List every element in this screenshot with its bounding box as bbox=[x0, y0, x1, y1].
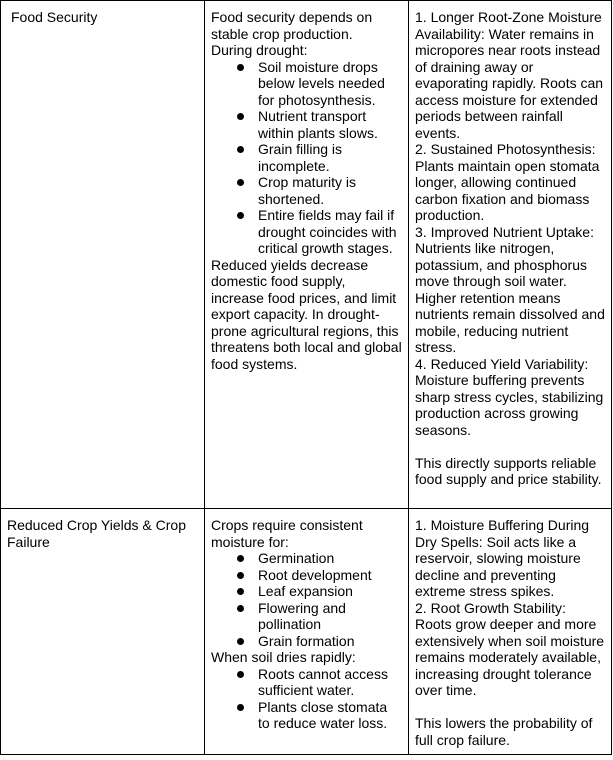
list-item-text: Crop maturity is shortened. bbox=[258, 174, 357, 207]
bullet-icon bbox=[237, 179, 244, 186]
bullet-icon bbox=[237, 555, 244, 562]
benefit-item: 2. Root Growth Stability: Roots grow deeper and more extensively when soil moisture remains moderately available, increasing drought tolerance over time. bbox=[415, 599, 605, 698]
list-item bbox=[258, 174, 402, 207]
benefit-item: 4. Reduced Yield Variability: Moisture buffering prevents sharp stress cycles, stabilizing production across growing seasons. bbox=[415, 355, 604, 438]
table-row bbox=[1, 509, 612, 755]
table-row bbox=[1, 1, 612, 509]
benefit-item: 1. Moisture Buffering During Dry Spells: Soil acts like a reservoir, slowing moisture decline and preventing extreme stress spikes. bbox=[415, 517, 590, 599]
bullet-icon bbox=[237, 572, 244, 579]
list-item-text: Grain filling is incomplete. bbox=[258, 141, 343, 174]
impact-bullet-list bbox=[211, 550, 402, 649]
blank-line bbox=[415, 438, 605, 455]
bullet-icon bbox=[237, 64, 244, 71]
list-item bbox=[258, 550, 402, 567]
impact-bullet-list bbox=[211, 666, 402, 732]
list-item bbox=[258, 633, 402, 650]
list-item bbox=[258, 600, 402, 633]
list-item bbox=[258, 108, 402, 141]
list-item bbox=[258, 666, 402, 699]
impact-cell bbox=[205, 1, 409, 509]
list-item-text: Plants close stomata to reduce water loss. bbox=[258, 698, 388, 731]
list-item-text: Entire fields may fail if drought coincides with critical growth stages. bbox=[258, 207, 397, 256]
benefit-item: 1. Longer Root-Zone Moisture Availability: Water remains in micropores near roots instead of draining away or evaporating rapidly. Roots can access moisture for extended periods between rainfall events. bbox=[415, 9, 604, 141]
bullet-icon bbox=[237, 704, 244, 711]
bullet-icon bbox=[237, 146, 244, 153]
list-item bbox=[258, 567, 402, 584]
impact-bullet-list bbox=[211, 59, 402, 257]
list-item-text: Leaf expansion bbox=[258, 583, 353, 599]
benefit-item: 3. Improved Nutrient Uptake: Nutrients like nitrogen, potassium, and phosphorus move through soil water. Higher retention means nutrients remain dissolved and mobile, reducing nutrient stress. bbox=[415, 223, 605, 355]
bullet-icon bbox=[237, 605, 244, 612]
list-item-text: Root development bbox=[258, 566, 372, 583]
bullet-icon bbox=[237, 212, 244, 219]
impact-intro: When soil dries rapidly: bbox=[211, 649, 356, 665]
list-item bbox=[258, 583, 402, 600]
impact-intro: Crops require consistent moisture for: bbox=[211, 517, 363, 550]
list-item bbox=[258, 59, 402, 109]
topic-cell bbox=[1, 509, 205, 755]
bullet-icon bbox=[237, 671, 244, 678]
impact-outro: Reduced yields decrease domestic food supply, increase food prices, and limit export capacity. In drought-prone agricultural regions, this threatens both local and global food systems. bbox=[211, 256, 402, 372]
benefit-item: 2. Sustained Photosynthesis: Plants maintain open stomata longer, allowing continued carbon fixation and biomass production. bbox=[415, 141, 600, 223]
list-item-text: Nutrient transport within plants slows. bbox=[258, 108, 378, 141]
blank-line bbox=[415, 699, 605, 716]
topic-label: Reduced Crop Yields & Crop Failure bbox=[7, 517, 186, 550]
benefits-cell bbox=[409, 1, 612, 509]
benefits-cell bbox=[409, 509, 612, 755]
list-item bbox=[258, 141, 402, 174]
list-item-text: Soil moisture drops below levels needed for photosynthesis. bbox=[258, 58, 385, 108]
topic-cell bbox=[1, 1, 205, 509]
list-item bbox=[258, 699, 402, 732]
list-item-text: Flowering and pollination bbox=[258, 599, 346, 632]
list-item-text: Roots cannot access sufficient water. bbox=[258, 665, 388, 698]
benefit-conclusion: This lowers the probability of full crop failure. bbox=[415, 715, 593, 748]
list-item-text: Grain formation bbox=[258, 632, 355, 649]
impact-intro: During drought: bbox=[211, 42, 308, 58]
benefit-conclusion: This directly supports reliable food supply and price stability. bbox=[415, 454, 602, 487]
impact-cell bbox=[205, 509, 409, 755]
list-item-text: Germination bbox=[258, 550, 335, 566]
topic-label: Food Security bbox=[11, 9, 98, 25]
bullet-icon bbox=[237, 113, 244, 120]
bullet-icon bbox=[237, 638, 244, 645]
impact-intro: Food security depends on stable crop production. bbox=[211, 9, 373, 42]
bullet-icon bbox=[237, 588, 244, 595]
list-item bbox=[258, 207, 402, 257]
